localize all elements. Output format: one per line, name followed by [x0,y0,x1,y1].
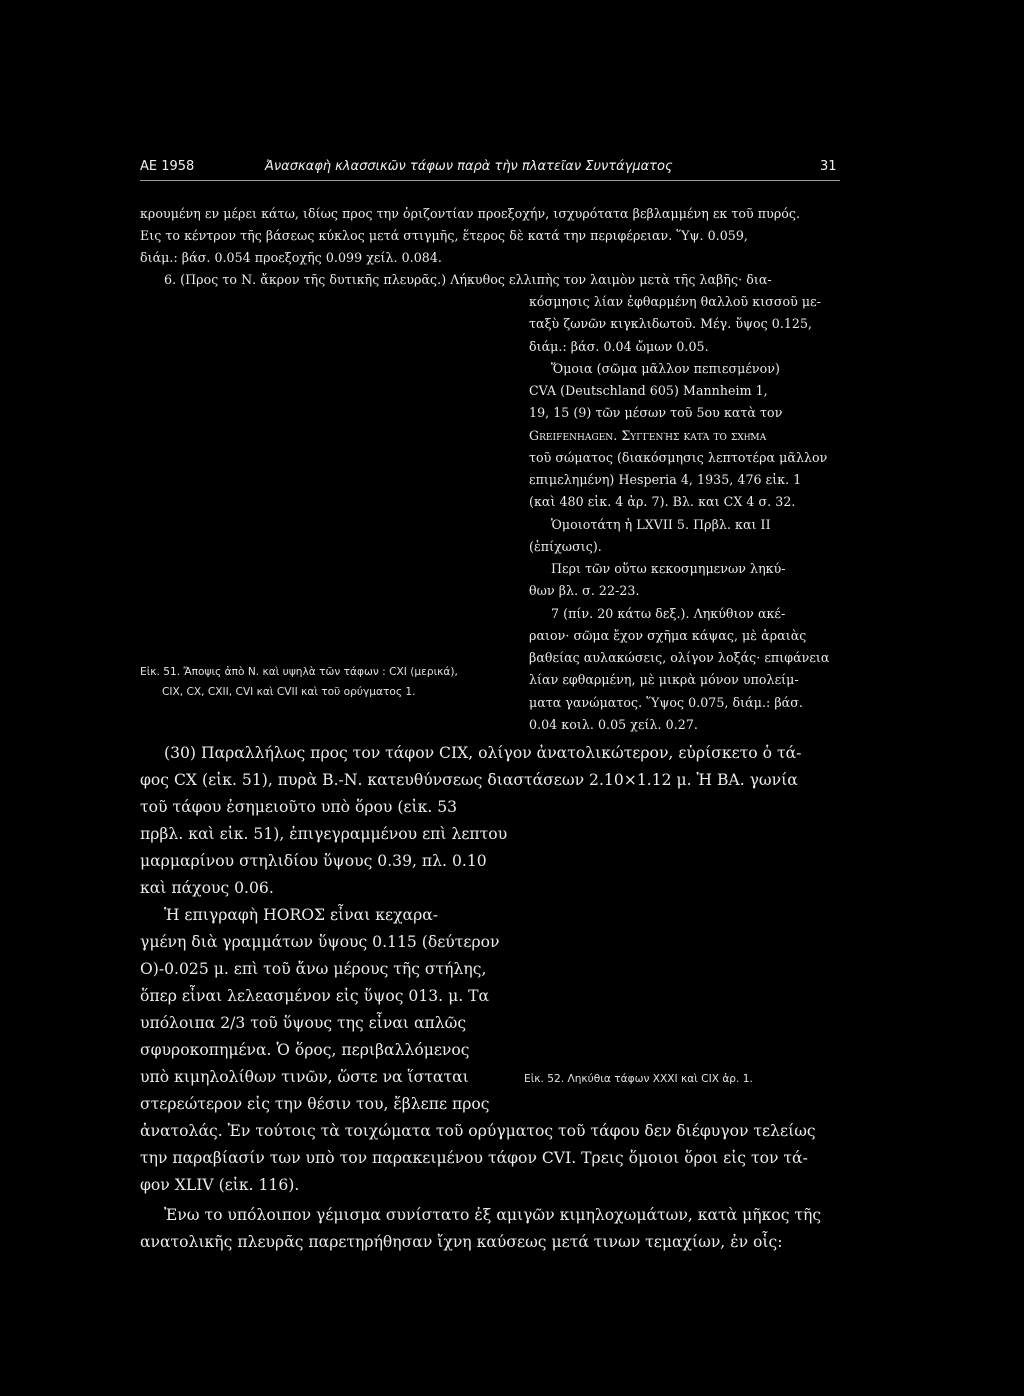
figure-52-caption: Εἰκ. 52. Ληκύθια τάφων XXXI καὶ CIX ἀρ. 1. [524,1073,753,1085]
body-line: την παραβίασίν των υπὸ τον παρακειμένου τάφον CVI. Τρεις ὅμοιοι ὅροι εἰς τον τά- [140,1149,808,1167]
right-column-line: επιμελημένη) Hesperia 4, 1935, 476 εἰκ. 1 [529,472,802,487]
text-line: Εις το κέντρον τῆς βάσεως κύκλος μετά στιγμῆς, ἕτερος δὲ κατά την περιφέρειαν. Ὕψ. 0.059, [140,228,748,243]
running-title: Ἀνασκαφὴ κλασσικῶν τάφων παρὰ τὴν πλατεῖαν Συντάγματος [265,159,673,174]
body-line: ἀνατολάς. Ἐν τούτοις τὰ τοιχώματα τοῦ ορύγματος τοῦ τάφου δεν διέφυγον τελείως [140,1122,816,1140]
right-column-line: λίαν εφθαρμένη, μὲ μικρὰ μόνον υπολείμ- [529,672,799,687]
right-column-line: ραιον· σῶμα ἔχον σχῆμα κάψας, μὲ ἀραιὰς [529,628,807,643]
right-column-line: βαθείας αυλακώσεις, ολίγον λοξάς· επιφάνεια [529,650,830,665]
right-column-line: Greifenhagen. Συγγενὴς κατὰ το σχῆμα [529,428,767,443]
right-column-line: διάμ.: βάσ. 0.04 ὤμων 0.05. [529,339,709,354]
body-line: Ἐνω το υπόλοιπον γέμισμα συνίστατο ἐξ αμιγῶν κιμηλοχωμάτων, κατὰ μῆκος τῆς [164,1206,822,1224]
right-column-line: Περι τῶν οὕτω κεκοσμημενων ληκύ- [551,561,786,576]
right-column-line: (καὶ 480 εἰκ. 4 ἀρ. 7). Βλ. και CX 4 σ. 32. [529,494,796,509]
body-line: υπὸ κιμηλολίθων τινῶν, ὥστε να ἵσταται [140,1068,469,1086]
body-line: πρβλ. καὶ εἰκ. 51), ἐπιγεγραμμένου επὶ λεπτου [140,825,508,843]
right-column-line: θων βλ. σ. 22-23. [529,583,640,598]
text-line: 6. (Προς το Ν. ἄκρον τῆς δυτικῆς πλευρᾶς.) Λήκυθος ελλιπὴς τον λαιμὸν μετὰ τῆς λαβῆς· δια- [164,272,772,287]
right-column-line: 7 (πίν. 20 κάτω δεξ.). Ληκύθιον ακέ- [551,606,786,621]
body-line: φον XLIV (εἰκ. 116). [140,1176,300,1194]
body-line: ὅπερ εἶναι λελεασμένον εἰς ὕψος 013. μ. Τα [140,987,490,1005]
right-column-line: Ὁμοιοτάτη ἡ LXVII 5. Πρβλ. και ΙΙ [551,517,771,532]
page-number: 31 [820,159,837,174]
body-line: μαρμαρίνου στηλιδίου ὕψους 0.39, πλ. 0.10 [140,852,487,870]
body-line: ανατολικῆς πλευρᾶς παρετηρήθησαν ἴχνη καύσεως μετά τινων τεμαχίων, ἐν οἷς: [140,1233,783,1251]
right-column-line: ματα γανώματος. Ὕψος 0.075, διάμ.: βάσ. [529,695,803,710]
body-line: Ἡ επιγραφὴ HOROΣ εἶναι κεχαρα- [164,906,439,924]
right-column-line: ταξὺ ζωνῶν κιγκλιδωτοῦ. Μέγ. ὕψος 0.125, [529,316,813,331]
journal-label: ΑΕ 1958 [140,159,195,174]
text-line: κρουμένη εν μέρει κάτω, ιδίως προς την ὁριζοντίαν προεξοχήν, ισχυρότατα βεβλαμμένη εκ τοῦ πυρός. [140,206,801,221]
right-column-line: κόσμησις λίαν ἐφθαρμένη θαλλοῦ κισσοῦ με- [529,294,821,309]
right-column-line: Ὅμοια (σῶμα μᾶλλον πεπιεσμένον) [551,361,780,376]
figure-51-caption: CIX, CX, CXII, CVI καὶ CVII καὶ τοῦ ορύγματος 1. [162,686,416,698]
body-line: υπόλοιπα 2/3 τοῦ ὕψους της εἶναι απλῶς [140,1014,467,1032]
body-line: φος CX (εἰκ. 51), πυρὰ Β.-Ν. κατευθύνσεως διαστάσεων 2.10×1.12 μ. Ἡ ΒΑ. γωνία [140,771,798,789]
body-line: Ο)-0.025 μ. επὶ τοῦ ἄνω μέρους τῆς στήλης, [140,960,487,978]
right-column-line: (ἐπίχωσις). [529,539,602,554]
body-line: (30) Παραλλήλως προς τον τάφον CIX, ολίγον ἀνατολικώτερον, εὑρίσκετο ὁ τά- [164,744,802,762]
body-line: καὶ πάχους 0.06. [140,879,274,897]
body-line: σφυροκοπημένα. Ὁ ὅρος, περιβαλλόμενος [140,1041,470,1059]
right-column-line: 19, 15 (9) τῶν μέσων τοῦ 5ου κατὰ τον [529,405,783,420]
body-line: τοῦ τάφου ἐσημειοῦτο υπὸ ὅρου (εἰκ. 53 [140,798,458,816]
right-column-line: CVA (Deutschland 605) Mannheim 1, [529,383,768,398]
header-rule [140,180,840,181]
body-line: στερεώτερον εἰς την θέσιν του, ἔβλεπε προς [140,1095,490,1113]
right-column-line: 0.04 κοιλ. 0.05 χείλ. 0.27. [529,717,698,732]
right-column-line: τοῦ σώματος (διακόσμησις λεπτοτέρα μᾶλλον [529,450,828,465]
figure-51-caption: Εἰκ. 51. Ἄποψις ἀπὸ Ν. καὶ υψηλὰ τῶν τάφων : CXI (μερικά), [140,666,458,678]
body-line: γμένη διὰ γραμμάτων ὕψους 0.115 (δεύτερον [140,933,500,951]
text-line: διάμ.: βάσ. 0.054 προεξοχῆς 0.099 χείλ. 0.084. [140,250,442,265]
